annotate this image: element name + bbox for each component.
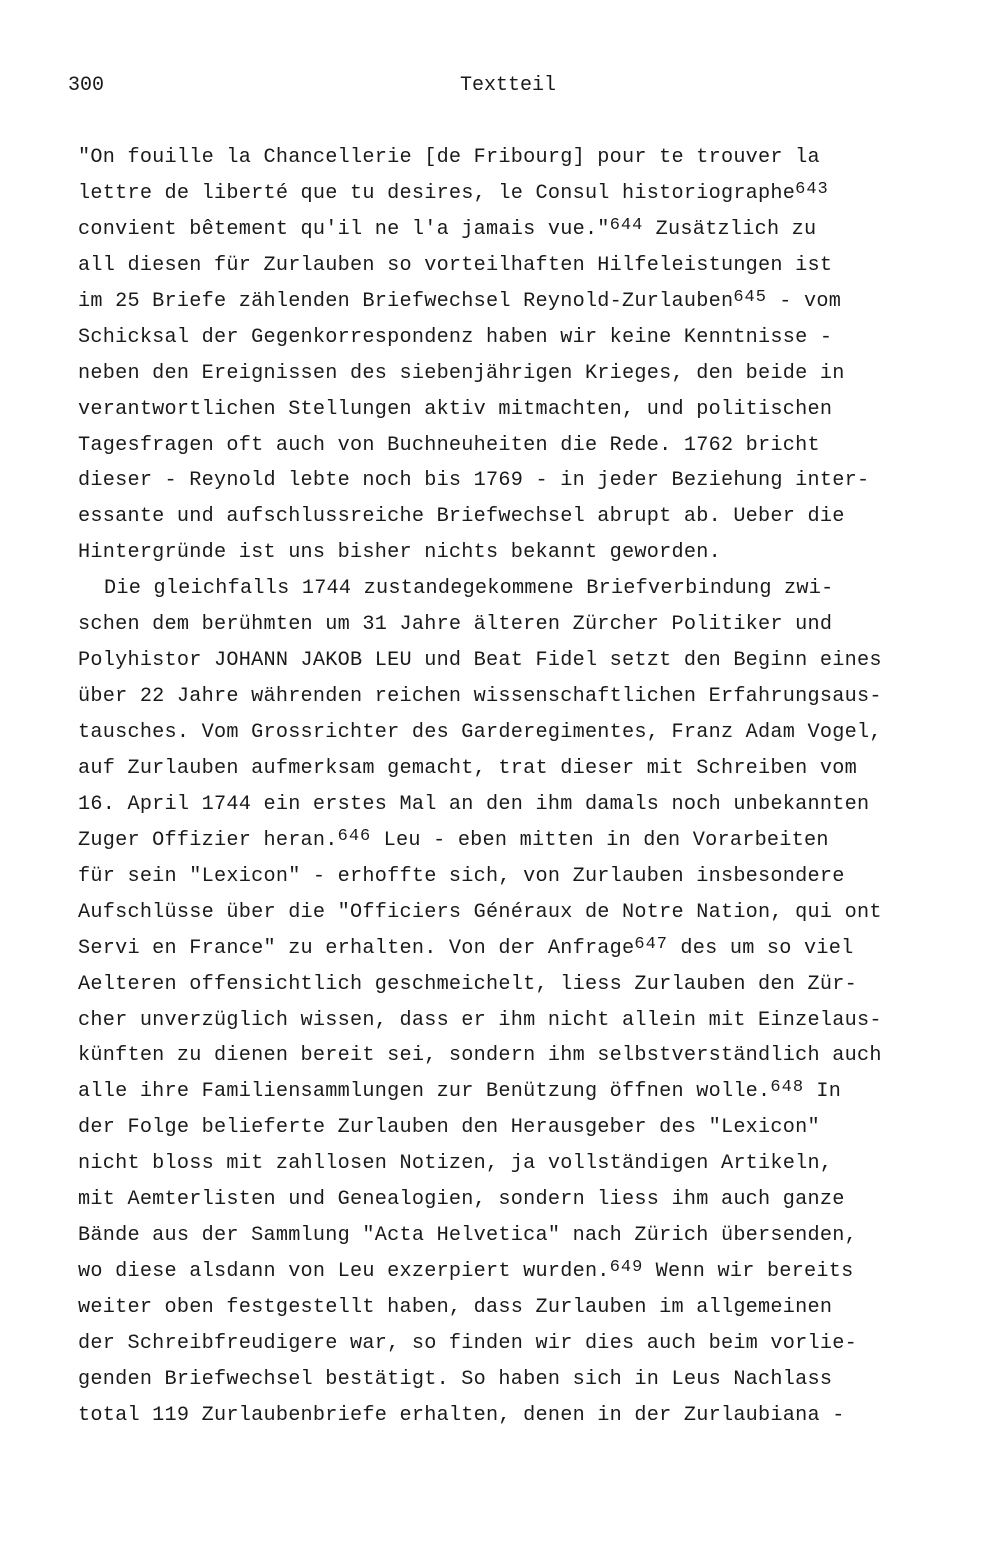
text-line xyxy=(78,787,968,823)
text-line xyxy=(78,1362,968,1398)
line-text: neben den Ereignissen des siebenjährigen Krieges, den beide in xyxy=(78,361,845,385)
line-text: 16. April 1744 ein erstes Mal an den ihm damals noch unbekannten xyxy=(78,792,870,816)
line-text: schen dem berühmten um 31 Jahre älteren Zürcher Politiker und xyxy=(78,613,833,637)
text-line xyxy=(78,1326,968,1362)
line-text: für sein "Lexicon" - erhoffte sich, von Zurlauben insbesondere xyxy=(78,864,845,888)
text-line xyxy=(78,284,968,320)
line-text: verantwortlichen Stellungen aktiv mitmachten, und politischen xyxy=(78,397,833,421)
line-text: all diesen für Zurlauben so vorteilhaften Hilfeleistungen ist xyxy=(78,253,833,277)
line-text: Bände aus der Sammlung "Acta Helvetica" nach Zürich übersenden, xyxy=(78,1224,857,1248)
line-text-continued: - vom xyxy=(766,289,842,313)
line-text: Zuger Offizier heran. xyxy=(78,828,338,852)
text-line xyxy=(78,1290,968,1326)
line-text: der Schreibfreudigere war, so finden wir dies auch beim vorlie- xyxy=(78,1331,857,1355)
line-text-continued: In xyxy=(804,1080,842,1104)
line-text: essante und aufschlussreiche Briefwechsel abrupt ab. Ueber die xyxy=(78,505,845,529)
line-text: Tagesfragen oft auch von Buchneuheiten die Rede. 1762 bricht xyxy=(78,433,820,457)
text-line xyxy=(78,392,968,428)
footnote-marker: 646 xyxy=(337,826,372,846)
line-text: "On fouille la Chancellerie [de Fribourg] pour te trouver la xyxy=(78,146,820,169)
line-text: Hintergründe ist uns bisher nichts bekannt geworden. xyxy=(78,541,721,565)
footnote-marker: 649 xyxy=(609,1258,644,1278)
text-line xyxy=(78,679,968,715)
line-text-continued: Leu - eben mitten in den Vorarbeiten xyxy=(371,828,829,852)
line-text: Schicksal der Gegenkorrespondenz haben wir keine Kenntnisse - xyxy=(78,325,833,349)
line-text: Aufschlüsse über die "Officiers Généraux de Notre Nation, qui ont xyxy=(78,900,882,924)
text-line xyxy=(78,1398,968,1434)
line-text: über 22 Jahre währenden reichen wissenschaftlichen Erfahrungsaus- xyxy=(78,685,882,709)
body-text xyxy=(78,140,968,1434)
running-title: Textteil xyxy=(460,74,557,97)
text-line xyxy=(78,1074,968,1110)
text-line xyxy=(78,428,968,464)
line-text: nicht bloss mit zahllosen Notizen, ja vollständigen Artikeln, xyxy=(78,1152,833,1176)
text-line xyxy=(78,140,968,176)
footnote-marker: 645 xyxy=(733,287,767,307)
page-number: 300 xyxy=(68,74,105,97)
text-line xyxy=(78,607,968,643)
text-line xyxy=(78,571,968,607)
line-text: auf Zurlauben aufmerksam gemacht, trat dieser mit Schreiben vom xyxy=(78,756,857,780)
line-text-continued: Wenn wir bereits xyxy=(643,1260,854,1284)
text-line xyxy=(78,1254,968,1290)
footnote-marker: 647 xyxy=(634,934,669,954)
text-line xyxy=(78,248,968,284)
text-line xyxy=(78,1110,968,1146)
text-line xyxy=(78,931,968,967)
line-text: wo diese alsdann von Leu exzerpiert wurden. xyxy=(78,1260,610,1284)
line-text: tausches. Vom Grossrichter des Garderegimentes, Franz Adam Vogel, xyxy=(78,721,882,744)
text-line xyxy=(78,212,968,248)
page-header xyxy=(68,74,928,104)
line-text-continued: des um so viel xyxy=(668,936,854,960)
text-line xyxy=(78,463,968,499)
line-text-continued: Zusätzlich zu xyxy=(643,217,817,241)
text-line xyxy=(78,1182,968,1218)
text-line xyxy=(78,643,968,679)
text-line xyxy=(78,1218,968,1254)
line-text: Polyhistor JOHANN JAKOB LEU und Beat Fidel setzt den Beginn eines xyxy=(78,649,882,673)
text-line xyxy=(78,176,968,212)
text-line xyxy=(78,1003,968,1039)
line-text: Servi en France" zu erhalten. Von der Anfrage xyxy=(78,936,635,960)
line-text: alle ihre Familiensammlungen zur Benützung öffnen wolle. xyxy=(78,1080,771,1104)
line-text: Aelteren offensichtlich geschmeichelt, liess Zurlauben den Zür- xyxy=(78,972,857,996)
line-text: lettre de liberté que tu desires, le Consul historiographe xyxy=(78,181,796,205)
text-line xyxy=(78,356,968,392)
line-text: mit Aemterlisten und Genealogien, sondern liess ihm auch ganze xyxy=(78,1188,845,1212)
footnote-marker: 643 xyxy=(795,179,829,199)
line-text: cher unverzüglich wissen, dass er ihm nicht allein mit Einzelaus- xyxy=(78,1008,882,1032)
line-text: dieser - Reynold lebte noch bis 1769 - in jeder Beziehung inter- xyxy=(78,469,870,493)
line-text: weiter oben festgestellt haben, dass Zurlauben im allgemeinen xyxy=(78,1296,833,1319)
text-line xyxy=(78,715,968,751)
text-line xyxy=(78,535,968,571)
line-text: künften zu dienen bereit sei, sondern ihm selbstverständlich auch xyxy=(78,1044,882,1068)
text-line xyxy=(78,1146,968,1182)
text-line xyxy=(78,895,968,931)
line-text: Die gleichfalls 1744 zustandegekommene Briefverbindung zwi- xyxy=(104,577,834,601)
text-line xyxy=(78,320,968,356)
text-line xyxy=(78,499,968,535)
text-line xyxy=(78,1038,968,1074)
line-text: convient bêtement qu'il ne l'a jamais vue." xyxy=(78,217,610,241)
text-line xyxy=(78,967,968,1003)
line-text: im 25 Briefe zählenden Briefwechsel Reynold-Zurlauben xyxy=(78,289,734,313)
line-text: genden Briefwechsel bestätigt. So haben sich in Leus Nachlass xyxy=(78,1367,833,1391)
line-text: der Folge belieferte Zurlauben den Herausgeber des "Lexicon" xyxy=(78,1116,820,1140)
text-line xyxy=(78,859,968,895)
footnote-marker: 648 xyxy=(770,1078,805,1098)
line-text: total 119 Zurlaubenbriefe erhalten, denen in der Zurlaubiana - xyxy=(78,1403,845,1427)
text-line xyxy=(78,823,968,859)
text-line xyxy=(78,751,968,787)
footnote-marker: 644 xyxy=(609,215,644,235)
